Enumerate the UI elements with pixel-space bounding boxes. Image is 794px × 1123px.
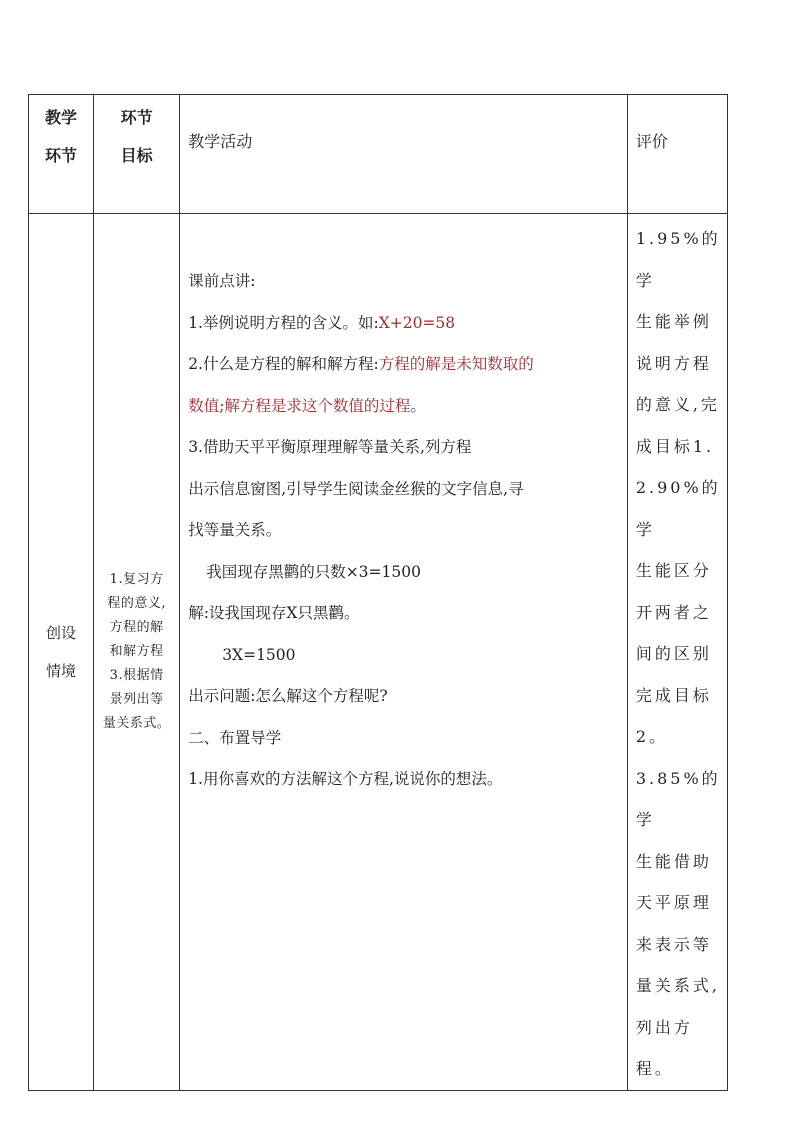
evaluation-line: 量关系式, <box>635 976 720 995</box>
lesson-plan-table <box>28 94 728 1091</box>
activity-cell <box>180 214 628 1091</box>
goal-line: 方程的解 <box>109 619 164 635</box>
activity-line: 课前点讲: <box>188 272 256 290</box>
activity-line: 3X=1500 <box>222 645 296 664</box>
activity-line <box>188 344 621 386</box>
evaluation-line: 间的区别 <box>635 644 712 663</box>
activity-text: 1.举例说明方程的含义。如: <box>188 313 379 332</box>
header-stage-line1: 教学 <box>45 108 78 127</box>
goal-line: 量关系式。 <box>102 715 171 731</box>
stage-line2: 情境 <box>46 661 77 680</box>
evaluation-line: 完成目标2。 <box>635 685 712 746</box>
activity-line: 3.借助天平平衡原理理解等量关系,列方程 <box>188 438 472 456</box>
activity-line: 解:设我国现存X只黑鹳。 <box>188 604 360 622</box>
activity-line <box>188 386 621 428</box>
activity-line: 二、布置导学 <box>188 728 282 747</box>
activity-highlight: 方程的解是未知数取的 <box>378 355 534 373</box>
goal-line: 和解方程 <box>109 643 164 659</box>
header-activity: 教学活动 <box>180 95 628 214</box>
header-stage-line2: 环节 <box>45 146 78 165</box>
evaluation-line: 天平原理 <box>635 893 712 912</box>
evaluation-line: 说明方程 <box>635 353 712 373</box>
activity-line: 找等量关系。 <box>188 521 282 539</box>
evaluation-line: 生能借助 <box>635 851 712 871</box>
activity-highlight: X+20=58 <box>378 313 456 332</box>
activity-text: 。 <box>410 396 426 415</box>
goal-line: 景列出等 <box>109 691 164 707</box>
activity-line: 1.用你喜欢的方法解这个方程,说说你的想法。 <box>188 770 503 788</box>
evaluation-line: 1.95%的学 <box>635 229 721 290</box>
header-goal-line2: 目标 <box>120 146 153 165</box>
activity-line: 我国现存黑鹳的只数×3=1500 <box>206 562 421 581</box>
activity-line: 出示问题:怎么解这个方程呢? <box>188 687 388 705</box>
evaluation-line: 来表示等 <box>635 934 712 954</box>
evaluation-line: 的意义,完 <box>635 395 720 414</box>
evaluation-line: 成目标1. <box>635 436 715 456</box>
goal-cell <box>94 214 180 1091</box>
goal-line: 程的意义, <box>107 595 166 611</box>
table-header-row <box>29 95 728 214</box>
header-evaluation: 评价 <box>627 95 727 214</box>
header-goal <box>94 95 180 214</box>
evaluation-line: 生能举例 <box>635 312 712 331</box>
goal-line: 1.复习方 <box>109 571 164 587</box>
evaluation-line: 生能区分 <box>635 561 712 580</box>
activity-highlight: 数值;解方程是求这个数值的过程 <box>188 396 411 415</box>
table-row <box>29 214 728 1091</box>
activity-text: 2.什么是方程的解和解方程: <box>188 355 379 373</box>
activity-line <box>188 303 621 345</box>
stage-line1: 创设 <box>46 623 77 642</box>
stage-cell <box>29 214 94 1091</box>
evaluation-line: 开两者之 <box>635 602 712 622</box>
evaluation-line: 2.90%的学 <box>635 478 721 539</box>
activity-line: 出示信息窗图,引导学生阅读金丝猴的文字信息,寻 <box>188 479 524 498</box>
evaluation-line: 列出方程。 <box>635 1017 693 1078</box>
header-goal-line1: 环节 <box>120 108 153 127</box>
header-stage <box>29 95 94 214</box>
evaluation-line: 3.85%的学 <box>635 768 721 829</box>
goal-line: 3.根据情 <box>109 667 164 683</box>
evaluation-cell <box>627 214 727 1091</box>
